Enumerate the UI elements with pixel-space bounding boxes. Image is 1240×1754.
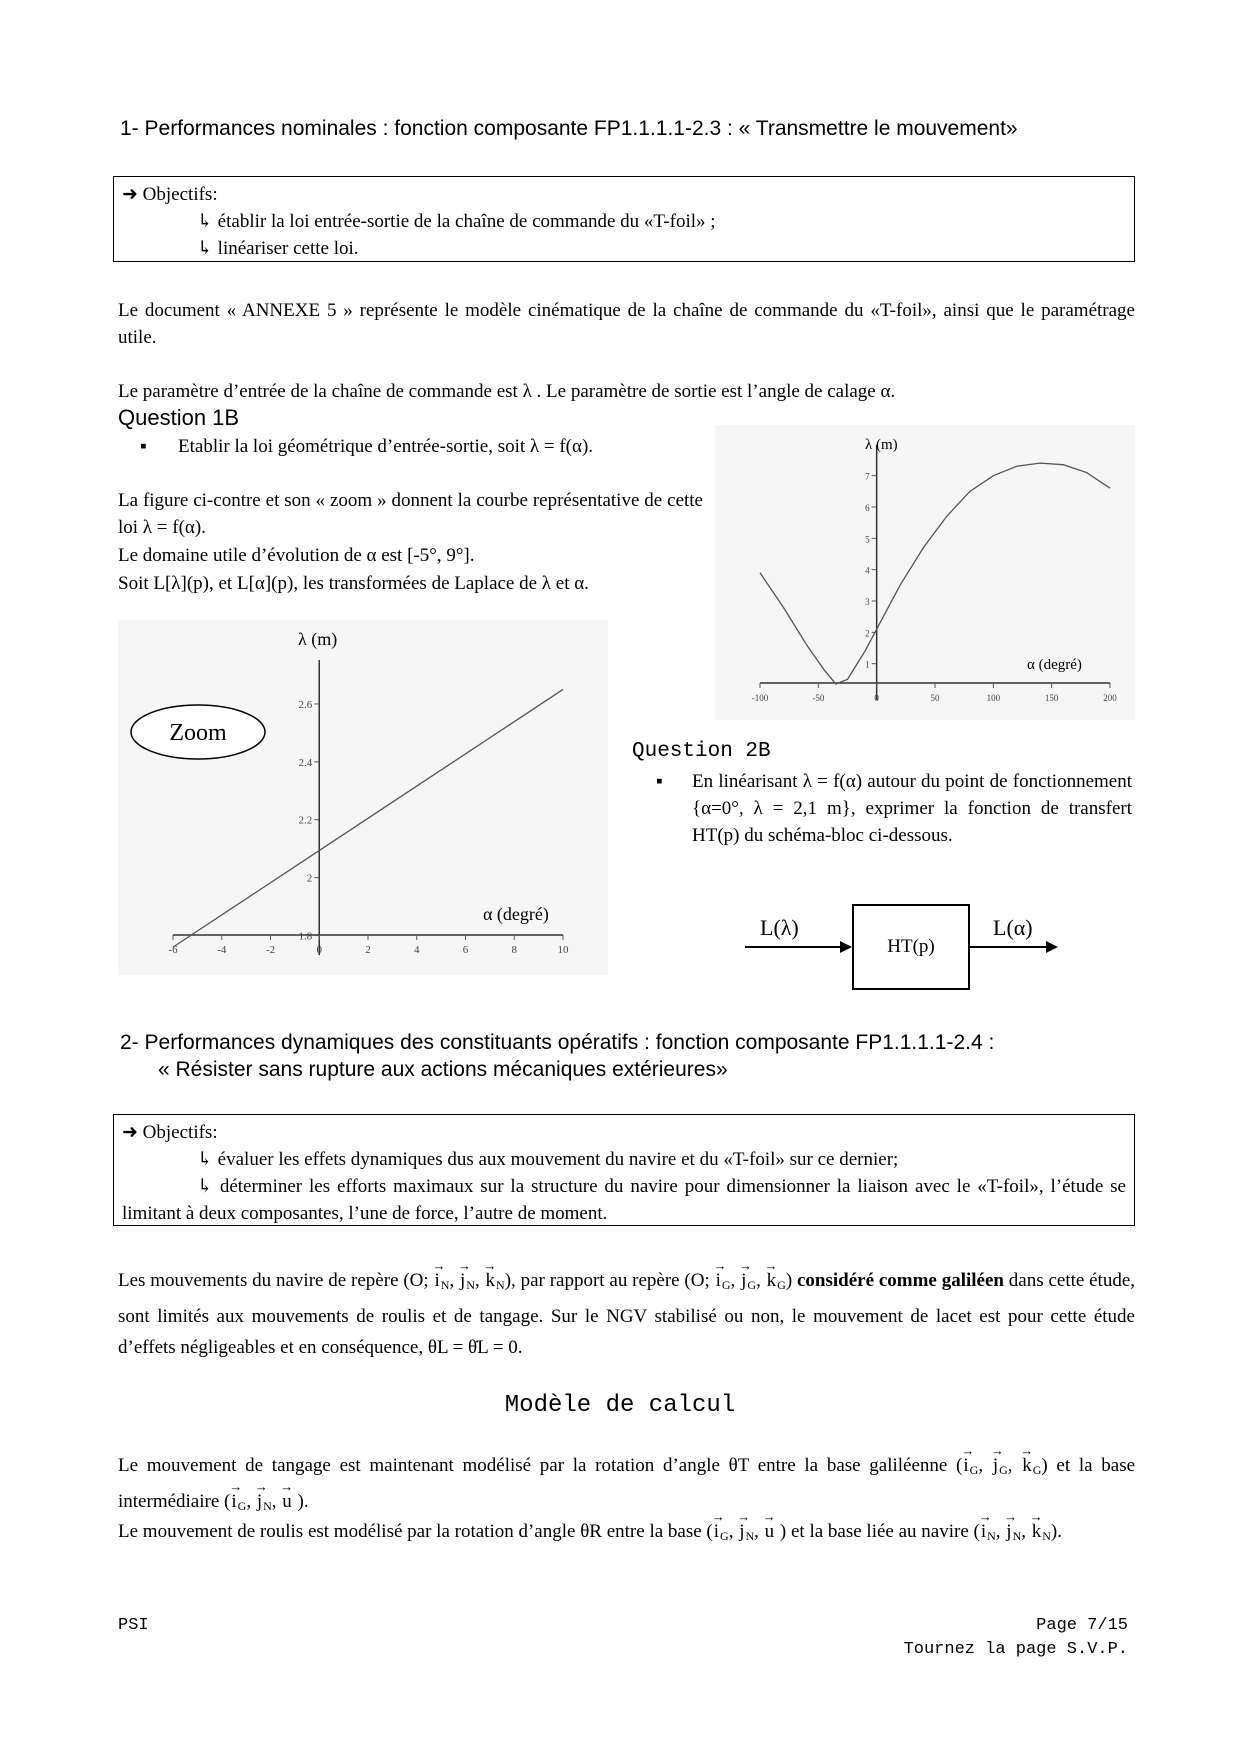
question-2b-title: Question 2B xyxy=(632,740,771,763)
text-part: ) et la base intermédiaire ( xyxy=(118,1455,1136,1512)
y-tick-label: 6 xyxy=(865,503,870,513)
x-axis-label: α (degré) xyxy=(483,904,549,924)
y-tick-label: 1.8 xyxy=(298,930,313,943)
block-transfer-label: HT(p) xyxy=(887,936,935,957)
block-output-label: L(α) xyxy=(993,915,1033,940)
arrow-icon: ➜ xyxy=(122,1122,138,1143)
block-diagram xyxy=(740,895,1060,990)
paragraph-domaine: Le domaine utile d’évolution de α est [-5°, 9°]. xyxy=(118,545,475,566)
x-tick-label: 2 xyxy=(365,944,371,956)
question-1b-text: Etablir la loi géométrique d’entrée-sortie, soit λ = f(α). xyxy=(178,436,594,457)
text-part: Le mouvement de tangage est maintenant modélisé par la rotation d’angle θT entre la base galiléenne ( xyxy=(118,1455,963,1476)
zoom-chart xyxy=(118,620,608,975)
objectives-title: Objectifs: xyxy=(142,1122,218,1143)
paragraph-figure: La figure ci-contre et son « zoom » donnent la courbe représentative de cette loi λ = f(α). xyxy=(118,490,703,538)
y-axis-label: λ (m) xyxy=(298,629,338,649)
x-tick-label: 50 xyxy=(930,693,940,703)
text-part: Le mouvement de roulis est modélisé par la rotation d’angle θR entre la base ( xyxy=(118,1521,713,1542)
bold-text: considéré comme galiléen xyxy=(796,1270,1004,1291)
zoom-label: Zoom xyxy=(169,720,227,746)
hand-arrow-icon: ↳ xyxy=(197,238,213,259)
text-part: ), par rapport au repère (O; xyxy=(504,1270,710,1291)
y-tick-label: 4 xyxy=(865,565,870,576)
text-part: ) xyxy=(785,1270,793,1291)
x-tick-label: 4 xyxy=(414,944,420,956)
objective-item: évaluer les effets dynamiques dus aux mouvement du navire et du «T-foil» sur ce dernier; xyxy=(217,1149,899,1170)
x-tick-label: 100 xyxy=(986,693,1001,703)
objectives-box-1 xyxy=(113,176,1135,262)
question-2b-text: En linéarisant λ = f(α) autour du point de fonctionnement {α=0°, λ = 2,1 m}, exprimer la fonction de transfert HT(p) du schéma-bloc ci-dessous. xyxy=(692,771,1132,846)
y-tick-label: 7 xyxy=(865,471,870,482)
section2-title-line2: « Résister sans rupture aux actions mécaniques extérieures» xyxy=(158,1058,728,1081)
y-tick-label: 5 xyxy=(865,534,870,545)
footer-page: Page 7/15 xyxy=(1036,1616,1128,1635)
x-tick-label: 6 xyxy=(462,944,469,956)
x-tick-label: -6 xyxy=(168,944,178,956)
hand-arrow-icon: ↳ xyxy=(197,211,213,232)
footer-tournez: Tournez la page S.V.P. xyxy=(903,1640,1128,1659)
x-tick-label: 10 xyxy=(557,944,569,956)
paragraph-annexe: Le document « ANNEXE 5 » représente le modèle cinématique de la chaîne de commande du «T-foil», ainsi que le paramétrage utile. xyxy=(118,300,1135,348)
x-tick-label: 0 xyxy=(316,944,322,956)
arrow-icon: ➜ xyxy=(122,184,138,205)
question-2b-bullet-icon: ▪ xyxy=(656,771,663,792)
y-tick-label: 1 xyxy=(865,659,870,670)
x-tick-label: -2 xyxy=(265,944,276,956)
y-tick-label: 2 xyxy=(306,872,313,885)
objectives-title: Objectifs: xyxy=(142,184,218,205)
y-tick-label: 3 xyxy=(865,597,870,607)
objective-item: établir la loi entrée-sortie de la chaîne de commande du «T-foil» ; xyxy=(217,211,716,232)
y-axis-label: λ (m) xyxy=(865,437,898,453)
model-title: Modèle de calcul xyxy=(504,1392,736,1419)
objective-item: linéariser cette loi. xyxy=(217,238,359,259)
block-input-label: L(λ) xyxy=(760,915,799,940)
section1-title: 1- Performances nominales : fonction composante FP1.1.1.1-2.3 : « Transmettre le mouvement» xyxy=(120,117,1018,140)
x-tick-label: 0 xyxy=(874,693,879,703)
x-tick-label: 150 xyxy=(1044,693,1059,703)
text-part: ) et la base liée au navire ( xyxy=(779,1521,980,1542)
paragraph-mouvements: Les mouvements du navire de repère (O; → $i_N$, → $j_N$, → $k_N$), par rapport au repère (O; → $i_G$, → $j_G$, → $k_G$) considéré comme galiléen dans cette étude, sont limités aux mouvements de roulis et de tangage. Sur le NGV stabilisé ou non, le mouvement de lacet est pour cette étude d’effets négligeables et en conséquence, θL = θ̇L = 0. xyxy=(118,1265,1135,1363)
objective-item: déterminer les efforts maximaux sur la structure du navire pour dimensionner la liaison avec le «T-foil», l’étude se limitant à deux composantes, l’une de force, l’autre de moment. xyxy=(122,1176,1126,1224)
x-tick-label: 200 xyxy=(1103,693,1117,703)
x-tick-label: 8 xyxy=(511,944,517,956)
paragraph-roulis: Le mouvement de roulis est modélisé par la rotation d’angle θR entre la base (→ $i_G$, → $j_N$, → u ) et la base liée au navire (→ $i_N$, → $j_N$, → $k_N$). xyxy=(118,1515,1135,1553)
text-part: ). xyxy=(297,1491,309,1512)
y-tick-label: 2.2 xyxy=(298,814,313,827)
footer-left: PSI xyxy=(118,1616,149,1635)
paragraph-laplace: Soit L[λ](p), et L[α](p), les transformées de Laplace de λ et α. xyxy=(118,573,589,594)
x-tick-label: -50 xyxy=(812,693,825,703)
paragraph-parametres: Le paramètre d’entrée de la chaîne de commande est λ . Le paramètre de sortie est l’angle de calage α. xyxy=(118,381,896,402)
full-curve-chart xyxy=(715,425,1135,720)
question-1b-title: Question 1B xyxy=(118,405,240,430)
y-tick-label: 2.6 xyxy=(298,698,313,711)
text-part: Les mouvements du navire de repère (O; xyxy=(118,1270,429,1291)
y-tick-label: 2.4 xyxy=(298,756,313,769)
question-1b-bullet-icon: ▪ xyxy=(140,436,147,457)
x-tick-label: -100 xyxy=(751,693,769,703)
section2-title-line1: 2- Performances dynamiques des constituants opératifs : fonction composante FP1.1.1.1-2.4 : xyxy=(120,1031,995,1054)
x-axis-label: α (degré) xyxy=(1027,657,1082,673)
hand-arrow-icon: ↳ xyxy=(197,1176,213,1197)
hand-arrow-icon: ↳ xyxy=(197,1149,213,1170)
y-tick-label: 2 xyxy=(865,628,870,639)
text-part: dans cette étude, sont limités aux mouvements de roulis et de tangage. Sur le NGV stabilisé ou non, le mouvement de lacet est pour cette étude d’effets négligeables et en conséquence, θL = θ̇L = 0. xyxy=(118,1270,1136,1358)
text-part: ). xyxy=(1050,1521,1062,1542)
paragraph-tangage: Le mouvement de tangage est maintenant modélisé par la rotation d’angle θT entre la base galiléenne (→ $i_G$, → $j_G$, → $k_G$) et la base intermédiaire (→ $i_G$, → $j_N$, → u ). xyxy=(118,1450,1135,1522)
objectives-box-2 xyxy=(113,1114,1135,1226)
x-tick-label: -4 xyxy=(217,944,227,956)
